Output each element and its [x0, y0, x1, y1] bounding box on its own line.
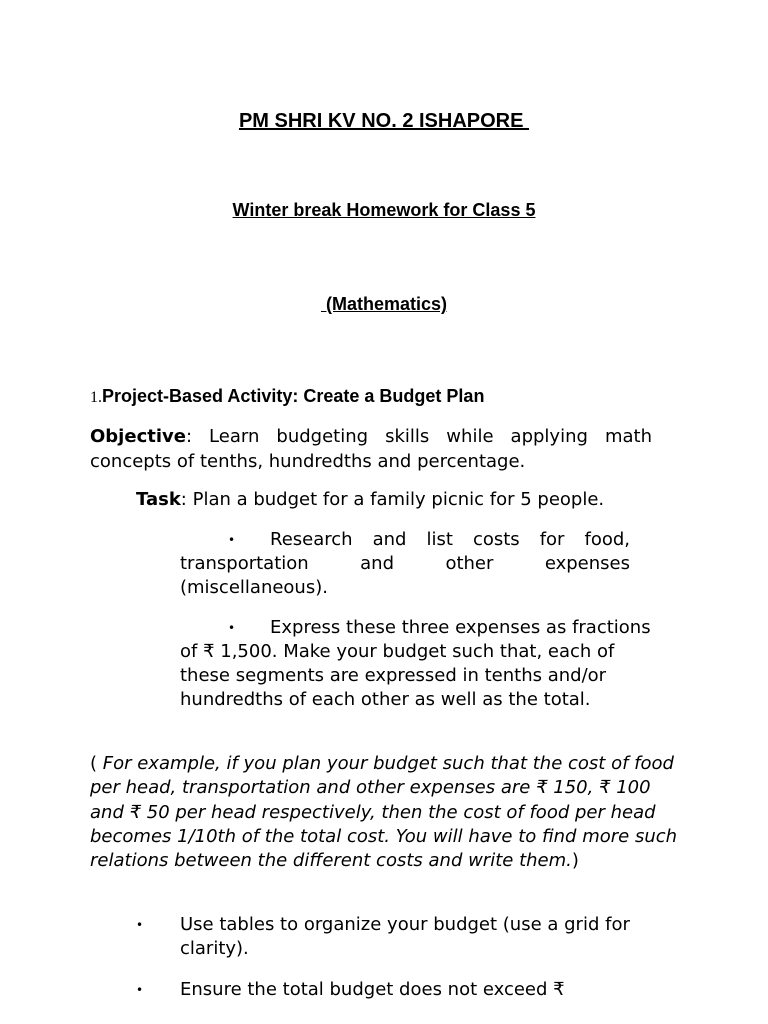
subject-heading: (Mathematics) — [320, 294, 448, 314]
example-close-paren: ) — [571, 850, 579, 872]
bullet-icon: • — [136, 918, 144, 932]
section-title-text: Project-Based Activity: Create a Budget Plan — [102, 386, 485, 406]
bullet-icon: • — [228, 621, 236, 635]
bullet-item-express — [180, 616, 656, 712]
school-name-heading: PM SHRI KV NO. 2 ISHAPORE — [238, 110, 530, 132]
example-open-paren: ( — [90, 753, 103, 774]
bullet-text: Express these three expenses as fractions of ₹ 1,500. Make your budget such that, each of these segments are expressed in tenths and/or hundredths of each other as well as the total. — [180, 617, 651, 710]
bullet-text: Research and list costs for food, transportation and other expenses (miscellaneous). — [180, 529, 630, 598]
homework-title-heading: Winter break Homework for Class 5 — [232, 200, 536, 220]
section-1-title — [90, 386, 484, 407]
objective-paragraph — [90, 425, 652, 474]
objective-text: : Learn budgeting skills while applying math concepts of tenths, hundredths and percentage. — [90, 426, 652, 472]
section-number: 1. — [90, 389, 102, 406]
example-paragraph — [90, 752, 690, 873]
task-text: : Plan a budget for a family picnic for 5 people. — [180, 489, 605, 510]
task-paragraph — [136, 488, 696, 513]
list-item-text: Use tables to organize your budget (use a grid for clarity). — [180, 914, 630, 959]
task-label: Task — [136, 489, 181, 510]
bullet-item-research — [180, 528, 630, 600]
list-item-text: Ensure the total budget does not exceed ₹ — [180, 979, 565, 1000]
example-text: For example, if you plan your budget such that the cost of food per head, transportation and other expenses are ₹ 150, ₹ 100 and ₹ 50 per head respectively, then the cost of food per head becomes 1/10th of the total cost. You will have to find more such relations between the different costs and write them. — [90, 753, 678, 872]
bullet-icon: • — [136, 983, 144, 997]
objective-label: Objective — [90, 426, 186, 447]
bullet-icon: • — [228, 533, 236, 547]
